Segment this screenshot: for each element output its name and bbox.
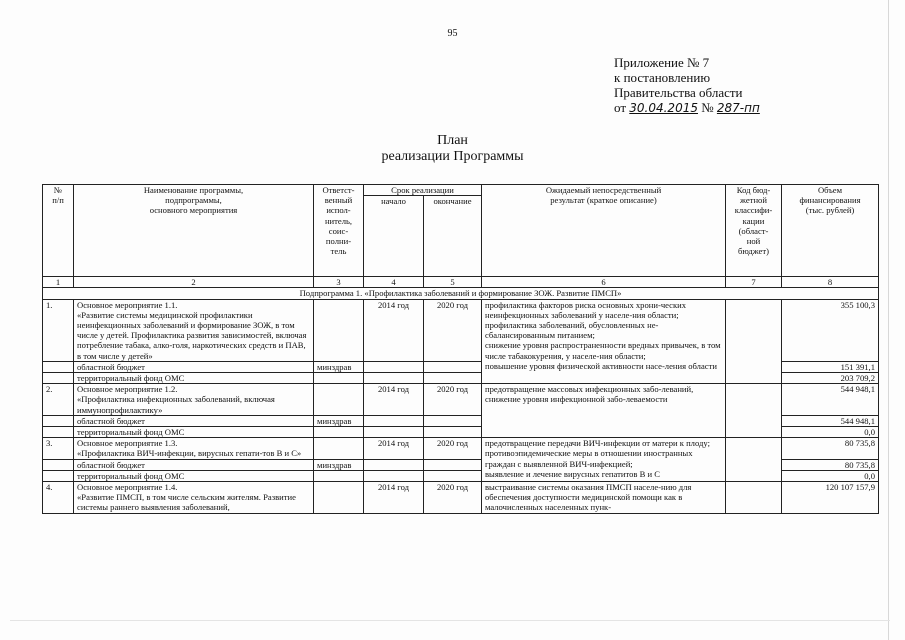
row-name: Основное мероприятие 1.2. «Профилактика инфекционных заболеваний, включая иммунопрофилактику»: [74, 384, 314, 416]
appendix-line-1: Приложение № 7: [614, 55, 710, 70]
row-responsible: [314, 373, 364, 384]
row-end-empty: [424, 373, 482, 384]
row-num: 2.: [43, 384, 74, 416]
title-line-2: реализации Программы: [381, 149, 524, 164]
row-funding: 80 735,8: [782, 459, 879, 470]
row-num: 1.: [43, 299, 74, 361]
row-end-empty: [424, 459, 482, 470]
row-result: профилактика факторов риска основных хрони-ческих неинфекционных заболеваний у населе-ния области; профилактика заболеваний, обусловленных не-сбалансированным питанием; снижение уровня распространенности вредных привычек, в том числе табакокурения, у населе-ния области; повышение уровня физической активности насе-ления области: [482, 299, 726, 384]
subprogram-row: [43, 288, 879, 299]
row-num: 4.: [43, 482, 74, 514]
row-source: областной бюджет: [74, 415, 314, 426]
row-responsible: [314, 470, 364, 481]
row-result: выстраивание системы оказания ПМСП населе-нию для обеспечения доступности медицинской помощи как в малочисленных населенных пунк-: [482, 482, 726, 514]
row-responsible: минздрав: [314, 459, 364, 470]
col-number: 3: [314, 277, 364, 288]
col-number: 2: [74, 277, 314, 288]
row-end: 2020 год: [424, 299, 482, 361]
scan-edge-line: [888, 0, 889, 640]
row-end-empty: [424, 470, 482, 481]
header-start: начало: [364, 196, 424, 277]
row-num-empty: [43, 470, 74, 481]
table-row: [43, 438, 879, 459]
row-funding: 80 735,8: [782, 438, 879, 459]
header-budget-code: Код бюд- жетной классифи- кации (област- ной бюджет): [726, 185, 782, 277]
header-period: Срок реализации: [364, 185, 482, 196]
row-end: 2020 год: [424, 438, 482, 459]
row-responsible: минздрав: [314, 415, 364, 426]
page-title: [0, 133, 905, 165]
col-number: 8: [782, 277, 879, 288]
title-line-1: План: [437, 133, 468, 148]
row-num: 3.: [43, 438, 74, 459]
row-funding: 151 391,1: [782, 361, 879, 372]
row-end-empty: [424, 427, 482, 438]
row-start-empty: [364, 427, 424, 438]
header-responsible: Ответст- венный испол- нитель, соис- полни- тель: [314, 185, 364, 277]
scan-bottom-line: [10, 620, 890, 621]
row-responsible: [314, 384, 364, 416]
col-number: 6: [482, 277, 726, 288]
row-start: 2014 год: [364, 482, 424, 514]
row-start-empty: [364, 459, 424, 470]
number-prefix: №: [701, 100, 714, 115]
row-budget-code: [726, 299, 782, 384]
row-source: областной бюджет: [74, 361, 314, 372]
row-funding: 203 709,2: [782, 373, 879, 384]
col-number: 1: [43, 277, 74, 288]
row-start-empty: [364, 415, 424, 426]
header-end: окончание: [424, 196, 482, 277]
row-end: 2020 год: [424, 482, 482, 514]
row-name: Основное мероприятие 1.4. «Развитие ПМСП, в том числе сельским жителям. Развитие системы раннего выявления заболеваний,: [74, 482, 314, 514]
row-funding: 0,0: [782, 470, 879, 481]
row-result: предотвращение передачи ВИЧ-инфекции от матери к плоду; противоэпидемические меры в отношении иностранных граждан с выявленной ВИЧ-инфекцией; выявление и лечение вирусных гепатитов В и С: [482, 438, 726, 482]
row-responsible: [314, 427, 364, 438]
row-funding: 0,0: [782, 427, 879, 438]
table-row: [43, 482, 879, 514]
col-number: 5: [424, 277, 482, 288]
header-funding: Объем финансирования (тыс. рублей): [782, 185, 879, 277]
appendix-line-3: Правительства области: [614, 85, 743, 100]
row-start-empty: [364, 470, 424, 481]
row-start: 2014 год: [364, 299, 424, 361]
plan-table: [42, 184, 879, 514]
row-num-empty: [43, 373, 74, 384]
row-responsible: [314, 299, 364, 361]
row-responsible: минздрав: [314, 361, 364, 372]
row-responsible: [314, 482, 364, 514]
row-funding: 544 948,1: [782, 384, 879, 416]
header-result: Ожидаемый непосредственный результат (краткое описание): [482, 185, 726, 277]
header-name: Наименование программы, подпрограммы, основного мероприятия: [74, 185, 314, 277]
row-start-empty: [364, 361, 424, 372]
row-num-empty: [43, 361, 74, 372]
row-source: областной бюджет: [74, 459, 314, 470]
appendix-date-line: [614, 100, 760, 116]
page-number: 95: [447, 28, 458, 39]
row-source: территориальный фонд ОМС: [74, 427, 314, 438]
handwritten-date: 30.04.2015: [629, 101, 698, 115]
row-end-empty: [424, 361, 482, 372]
row-start-empty: [364, 373, 424, 384]
appendix-header: [614, 55, 760, 116]
row-source: территориальный фонд ОМС: [74, 470, 314, 481]
row-budget-code: [726, 482, 782, 514]
row-result: предотвращение массовых инфекционных забо-леваний, снижение уровня инфекционной забо-леваемости: [482, 384, 726, 438]
row-num-empty: [43, 415, 74, 426]
row-funding: 120 107 157,9: [782, 482, 879, 514]
header-row: [43, 185, 879, 196]
row-responsible: [314, 438, 364, 459]
appendix-line-2: к постановлению: [614, 70, 711, 85]
row-funding: 355 100,3: [782, 299, 879, 361]
row-budget-code: [726, 384, 782, 438]
row-num-empty: [43, 427, 74, 438]
col-number: 7: [726, 277, 782, 288]
row-start: 2014 год: [364, 438, 424, 459]
col-number: 4: [364, 277, 424, 288]
table-row: [43, 299, 879, 361]
subprogram-title: Подпрограмма 1. «Профилактика заболеваний и формирование ЗОЖ. Развитие ПМСП»: [43, 288, 879, 299]
row-budget-code: [726, 438, 782, 482]
column-numbers-row: [43, 277, 879, 288]
row-end-empty: [424, 415, 482, 426]
row-source: территориальный фонд ОМС: [74, 373, 314, 384]
handwritten-number: 287-пп: [716, 101, 760, 115]
row-name: Основное мероприятие 1.3. «Профилактика ВИЧ-инфекции, вирусных гепати-тов В и С»: [74, 438, 314, 459]
row-name: Основное мероприятие 1.1. «Развитие системы медицинской профилактики неинфекционных заболеваний и формирование ЗОЖ, в том числе у детей. Профилактика развития зависимостей, включая потребление табака, алко-голя, наркотических средств и ПАВ, в том числе у детей»: [74, 299, 314, 361]
date-prefix: от: [614, 100, 627, 115]
table-row: [43, 384, 879, 416]
row-num-empty: [43, 459, 74, 470]
row-end: 2020 год: [424, 384, 482, 416]
row-start: 2014 год: [364, 384, 424, 416]
row-funding: 544 948,1: [782, 415, 879, 426]
header-num: № п/п: [43, 185, 74, 277]
